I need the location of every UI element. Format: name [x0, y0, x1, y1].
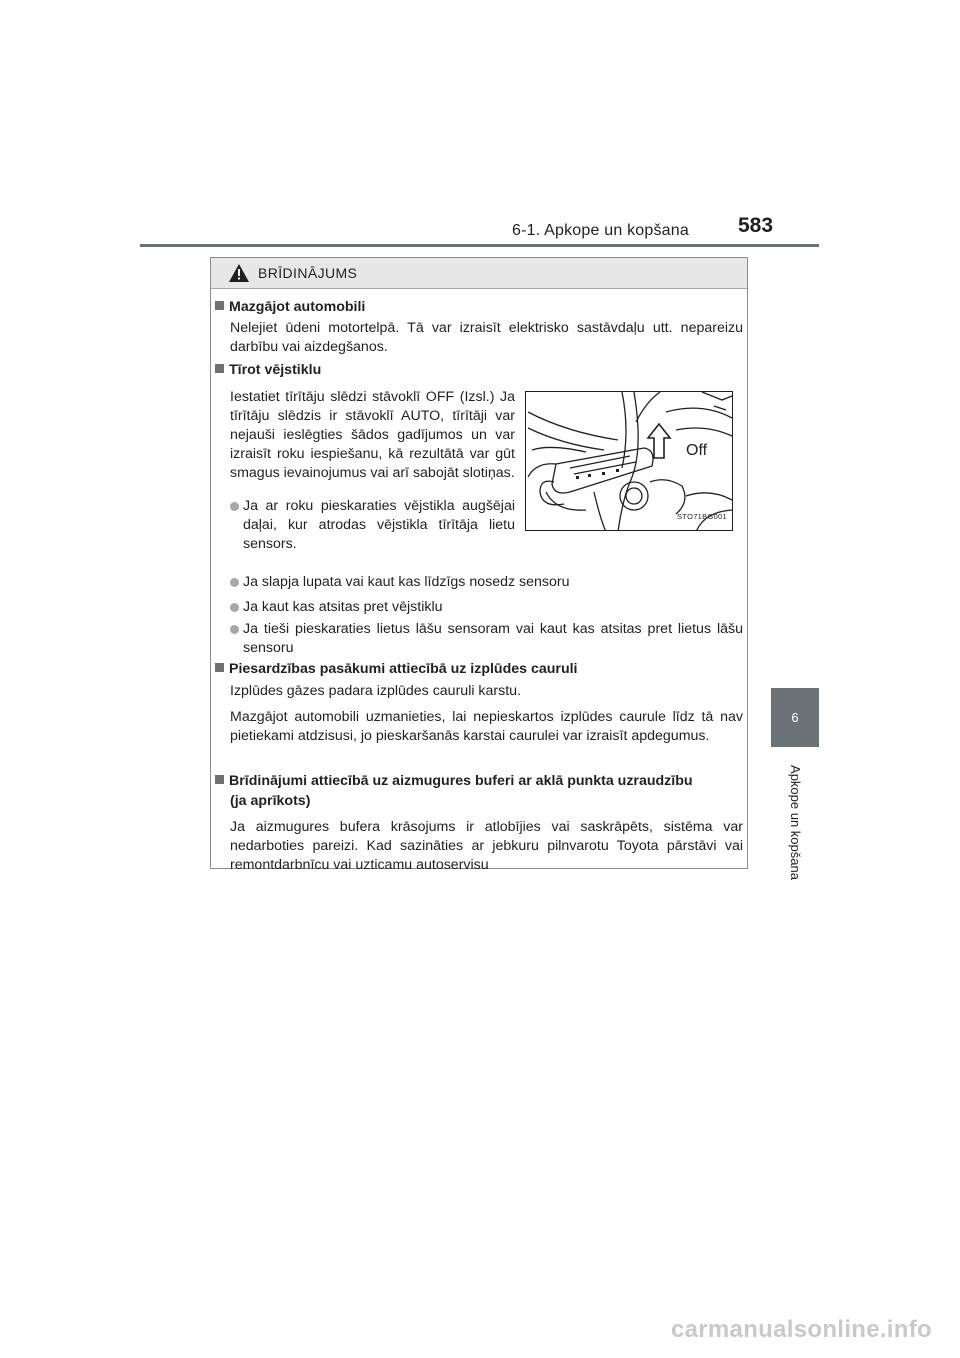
chapter-number: 6: [791, 710, 799, 725]
chapter-side-label: [787, 757, 803, 887]
warning-box: [210, 257, 748, 873]
list-item-text: Ja tieši pieskaraties lietus lāšu sensoram vai kaut kas atsitas pret lietus lāšu sensoru: [243, 621, 743, 656]
circle-bullet-icon: [230, 625, 239, 634]
paragraph: Nelejiet ūdeni motortelpā. Tā var izraisīt elektrisko sastāvdaļu utt. nepareizu darbību vai aizdegšanos.: [230, 320, 743, 355]
list-item: [230, 573, 743, 592]
square-bullet-icon: [215, 775, 224, 784]
circle-bullet-icon: [230, 603, 239, 612]
paragraph: Mazgājot automobili uzmanieties, lai nepieskartos izplūdes caurule līdz tā nav pietiekami atdzisusi, jo pieskaršanās karstai caurulei var izraisīt apdegumus.: [230, 709, 743, 744]
list-item: [230, 497, 515, 554]
section-heading: [215, 660, 578, 679]
list-item: [230, 598, 743, 617]
section-heading-text: Brīdinājumi attiecībā uz aizmugures buferi ar aklā punkta uzraudzību: [229, 773, 693, 789]
section-heading-text: Piesardzības pasākumi attiecībā uz izplūdes cauruli: [229, 661, 578, 677]
list-item: [230, 620, 743, 658]
section-heading-text: Mazgājot automobili: [229, 299, 366, 315]
paragraph: Izplūdes gāzes padara izplūdes cauruli karstu.: [230, 683, 522, 699]
wiper-switch-illustration: [525, 391, 733, 531]
circle-bullet-icon: [230, 502, 239, 511]
page-number: 583: [738, 214, 774, 237]
paragraph: Ja aizmugures bufera krāsojums ir atlobījies vai saskrāpēts, sistēma var nedarboties pareizi. Kad sazināties ar jebkuru pilnvarotu Toyota pārstāvi vai remontdarbnīcu vai uzticamu autoservisu: [230, 819, 743, 873]
circle-bullet-icon: [230, 578, 239, 587]
warning-header: [211, 258, 747, 289]
section-heading: [215, 298, 365, 317]
section-title: 6-1. Apkope un kopšana: [512, 222, 689, 239]
chapter-number-tab: [771, 688, 819, 747]
warning-triangle-icon: [228, 263, 250, 283]
section-heading: [215, 361, 321, 380]
square-bullet-icon: [215, 663, 224, 672]
figure-label-off: Off: [686, 442, 708, 459]
square-bullet-icon: [215, 364, 224, 373]
warning-title: BRĪDINĀJUMS: [258, 265, 358, 281]
list-item-text: Ja ar roku pieskaraties vējstikla augšējai daļai, kur atrodas vējstikla tīrītāja lietu sensors.: [243, 498, 515, 552]
list-item-text: Ja slapja lupata vai kaut kas līdzīgs nosedz sensoru: [243, 574, 570, 590]
section-heading-text: Tīrot vējstiklu: [229, 362, 322, 378]
figure-code: STO71BG001: [677, 512, 727, 521]
paragraph: Iestatiet tīrītāju slēdzi stāvoklī OFF (Izsl.) Ja tīrītāju slēdzis ir stāvoklī AUTO, tīrītāji var nejauši ieslēgties šādos gadījumos un var izraisīt roku iespiešanu, kā rezultātā var gūt smagus ievainojumus vai arī sabojāt slotiņas.: [230, 389, 515, 481]
watermark: carmanualsonline.info: [670, 1316, 932, 1343]
square-bullet-icon: [215, 301, 224, 310]
section-heading: [215, 772, 693, 791]
section-heading-continuation: (ja aprīkots): [230, 793, 311, 809]
header-divider: [140, 244, 819, 247]
chapter-label: Apkope un kopšana: [787, 764, 803, 880]
list-item-text: Ja kaut kas atsitas pret vējstiklu: [243, 599, 443, 615]
